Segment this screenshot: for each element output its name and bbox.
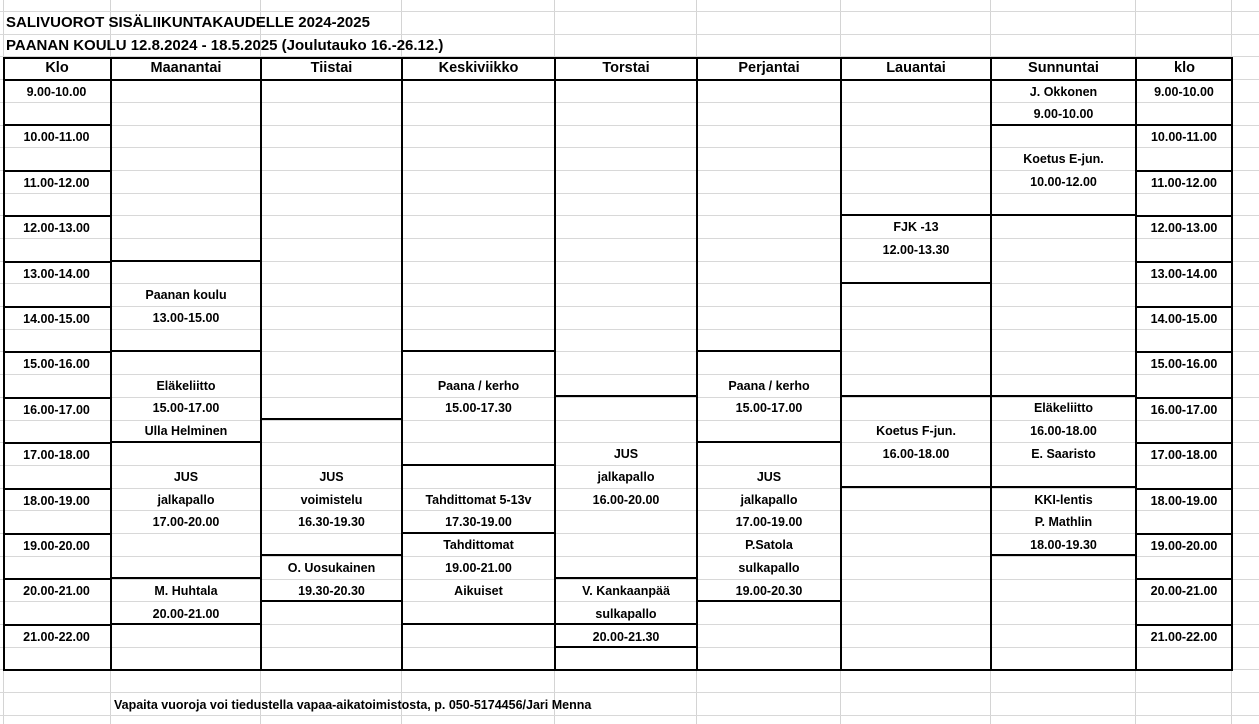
- cell-border: [554, 623, 697, 625]
- fri-satola-name: P.Satola: [745, 538, 793, 552]
- cell-border: [110, 577, 261, 579]
- cell-border: [990, 554, 1136, 556]
- tue-uosukainen-name: O. Uosukainen: [287, 561, 376, 575]
- cell-border: [401, 623, 555, 625]
- cell-border: [110, 260, 261, 262]
- table-border: [3, 79, 1233, 81]
- cell-border: [696, 441, 841, 443]
- cell-border: [401, 532, 555, 534]
- table-border: [401, 57, 403, 671]
- schedule-title: SALIVUOROT SISÄLIIKUNTAKAUDELLE 2024-2025: [6, 14, 370, 31]
- time-label-right: 13.00-14.00: [1150, 266, 1218, 281]
- time-label-left: 16.00-17.00: [23, 402, 90, 417]
- header-klo-left: Klo: [45, 60, 69, 76]
- schedule-subtitle: PAANAN KOULU 12.8.2024 - 18.5.2025 (Joulutauko 16.-26.12.): [6, 37, 444, 54]
- cell-border: [554, 395, 697, 397]
- table-border: [990, 57, 992, 671]
- time-label-right: 11.00-12.00: [1150, 175, 1218, 190]
- mon-elakeliitto-name: Eläkeliitto: [156, 379, 216, 393]
- time-label-left: 20.00-21.00: [23, 584, 90, 599]
- time-label-right: 10.00-11.00: [1150, 130, 1218, 145]
- tue-jus-name: JUS: [319, 470, 344, 484]
- header-klo-right: klo: [1174, 60, 1195, 76]
- time-label-right: 9.00-10.00: [1154, 85, 1214, 99]
- tue-jus-sport: voimistelu: [300, 493, 363, 507]
- cell-border: [840, 486, 991, 488]
- wed-tahdittomat1-time: 17.30-19.00: [445, 515, 512, 529]
- thu-kankaanpaa-sport: sulkapallo: [595, 607, 657, 621]
- gridline: [0, 692, 1259, 693]
- time-label-left: 10.00-11.00: [23, 130, 90, 145]
- cell-border: [990, 124, 1136, 126]
- contact-note: Vapaita vuoroja voi tiedustella vapaa-aikatoimistosta, p. 050-5174456/Jari Menna: [114, 698, 592, 712]
- fri-kerho-time: 15.00-17.00: [735, 401, 803, 415]
- table-border: [840, 57, 842, 671]
- sun-elakeliitto-name: Eläkeliitto: [1033, 401, 1094, 415]
- time-label-right: 20.00-21.00: [1150, 584, 1218, 599]
- cell-border: [990, 395, 1136, 397]
- gridline: [0, 11, 1259, 12]
- time-label-right: 21.00-22.00: [1150, 629, 1218, 644]
- header-thursday: Torstai: [602, 60, 650, 76]
- thu-jus-time: 16.00-20.00: [592, 493, 660, 507]
- mon-jus-time: 17.00-20.00: [152, 515, 220, 529]
- time-label-left: 12.00-13.00: [23, 221, 90, 236]
- fri-jus-sport: jalkapallo: [740, 493, 798, 507]
- sun-koetus-name: Koetus E-jun.: [1023, 152, 1104, 166]
- time-label-left: 19.00-20.00: [23, 539, 90, 553]
- mon-jus-sport: jalkapallo: [157, 493, 215, 507]
- mon-paanan-time: 13.00-15.00: [152, 311, 220, 325]
- time-label-right: 19.00-20.00: [1150, 539, 1218, 553]
- header-friday: Perjantai: [738, 60, 800, 76]
- sat-koetus-time: 16.00-18.00: [882, 447, 950, 461]
- table-border: [3, 669, 1233, 671]
- time-label-right: 12.00-13.00: [1150, 221, 1218, 236]
- sun-kki-name: KKI-lentis: [1034, 493, 1093, 507]
- cell-border: [110, 441, 261, 443]
- fri-jus-name: JUS: [756, 470, 782, 484]
- time-label-right: 15.00-16.00: [1150, 357, 1218, 372]
- cell-border: [696, 600, 841, 602]
- tue-jus-time: 16.30-19.30: [298, 515, 365, 529]
- table-border: [3, 57, 1233, 59]
- tue-uosukainen-time: 19.30-20.30: [298, 584, 365, 598]
- cell-border: [840, 282, 991, 284]
- cell-border: [696, 350, 841, 352]
- cell-border: [990, 214, 1136, 216]
- thu-jus-name: JUS: [613, 447, 639, 461]
- mon-huhtala-name: M. Huhtala: [154, 584, 218, 598]
- gridline: [0, 34, 1259, 35]
- header-monday: Maanantai: [150, 60, 222, 76]
- thu-kankaanpaa-name: V. Kankaanpää: [582, 584, 670, 598]
- cell-border: [260, 554, 402, 556]
- sat-koetus-name: Koetus F-jun.: [876, 424, 956, 438]
- time-label-right: 16.00-17.00: [1150, 402, 1218, 417]
- time-label-right: 17.00-18.00: [1150, 448, 1218, 463]
- mon-elakeliitto-contact: Ulla Helminen: [144, 424, 228, 438]
- cell-border: [401, 464, 555, 466]
- wed-kerho-time: 15.00-17.30: [445, 401, 512, 415]
- cell-border: [401, 350, 555, 352]
- time-label-left: 21.00-22.00: [23, 629, 90, 644]
- cell-border: [260, 600, 402, 602]
- time-label-left: 15.00-16.00: [23, 357, 90, 372]
- wed-kerho-name: Paana / kerho: [437, 379, 520, 393]
- sun-okkonen-name: J. Okkonen: [1029, 85, 1098, 99]
- thu-jus-sport: jalkapallo: [597, 470, 655, 484]
- sat-fjk-name: FJK -13: [893, 220, 939, 234]
- cell-border: [840, 214, 991, 216]
- sun-kki-contact: P. Mathlin: [1034, 515, 1093, 529]
- time-label-left: 14.00-15.00: [23, 312, 90, 326]
- sat-fjk-time: 12.00-13.30: [882, 243, 950, 257]
- gridline: [0, 715, 1259, 716]
- fri-jus-time: 17.00-19.00: [735, 515, 803, 529]
- time-label-left: 13.00-14.00: [23, 266, 90, 281]
- wed-tahdittomat2-name: Tahdittomat: [443, 538, 514, 552]
- sun-okkonen-time: 9.00-10.00: [1033, 107, 1094, 121]
- schedule-table: [3, 57, 1233, 671]
- cell-border: [554, 646, 697, 648]
- cell-border: [990, 486, 1136, 488]
- wed-tahdittomat2-group: Aikuiset: [454, 584, 503, 598]
- time-label-left: 18.00-19.00: [23, 493, 90, 508]
- header-sunday: Sunnuntai: [1028, 60, 1099, 76]
- cell-border: [840, 395, 991, 397]
- mon-elakeliitto-time: 15.00-17.00: [152, 401, 220, 415]
- mon-paanan-name: Paanan koulu: [145, 288, 227, 302]
- time-label-left: 9.00-10.00: [26, 85, 87, 99]
- fri-satola-sport: sulkapallo: [738, 561, 800, 575]
- cell-border: [110, 623, 261, 625]
- sun-elakeliitto-contact: E. Saaristo: [1031, 447, 1096, 461]
- time-label-right: 18.00-19.00: [1150, 493, 1218, 508]
- fri-satola-time: 19.00-20.30: [735, 584, 803, 598]
- cell-border: [110, 350, 261, 352]
- header-tuesday: Tiistai: [310, 60, 353, 76]
- time-label-left: 17.00-18.00: [23, 448, 90, 463]
- sun-elakeliitto-time: 16.00-18.00: [1030, 424, 1097, 438]
- thu-kankaanpaa-time: 20.00-21.30: [592, 630, 660, 644]
- wed-tahdittomat1-name: Tahdittomat 5-13v: [425, 493, 532, 507]
- time-label-left: 11.00-12.00: [23, 175, 90, 190]
- header-wednesday: Keskiviikko: [438, 60, 519, 76]
- sun-kki-time: 18.00-19.30: [1030, 538, 1097, 552]
- mon-huhtala-time: 20.00-21.00: [152, 607, 220, 621]
- wed-tahdittomat2-time: 19.00-21.00: [445, 561, 512, 575]
- header-saturday: Lauantai: [886, 60, 946, 76]
- fri-kerho-name: Paana / kerho: [728, 379, 810, 393]
- mon-jus-name: JUS: [173, 470, 199, 484]
- sun-koetus-time: 10.00-12.00: [1030, 175, 1097, 189]
- cell-border: [554, 577, 697, 579]
- cell-border: [260, 418, 402, 420]
- time-label-right: 14.00-15.00: [1150, 312, 1218, 326]
